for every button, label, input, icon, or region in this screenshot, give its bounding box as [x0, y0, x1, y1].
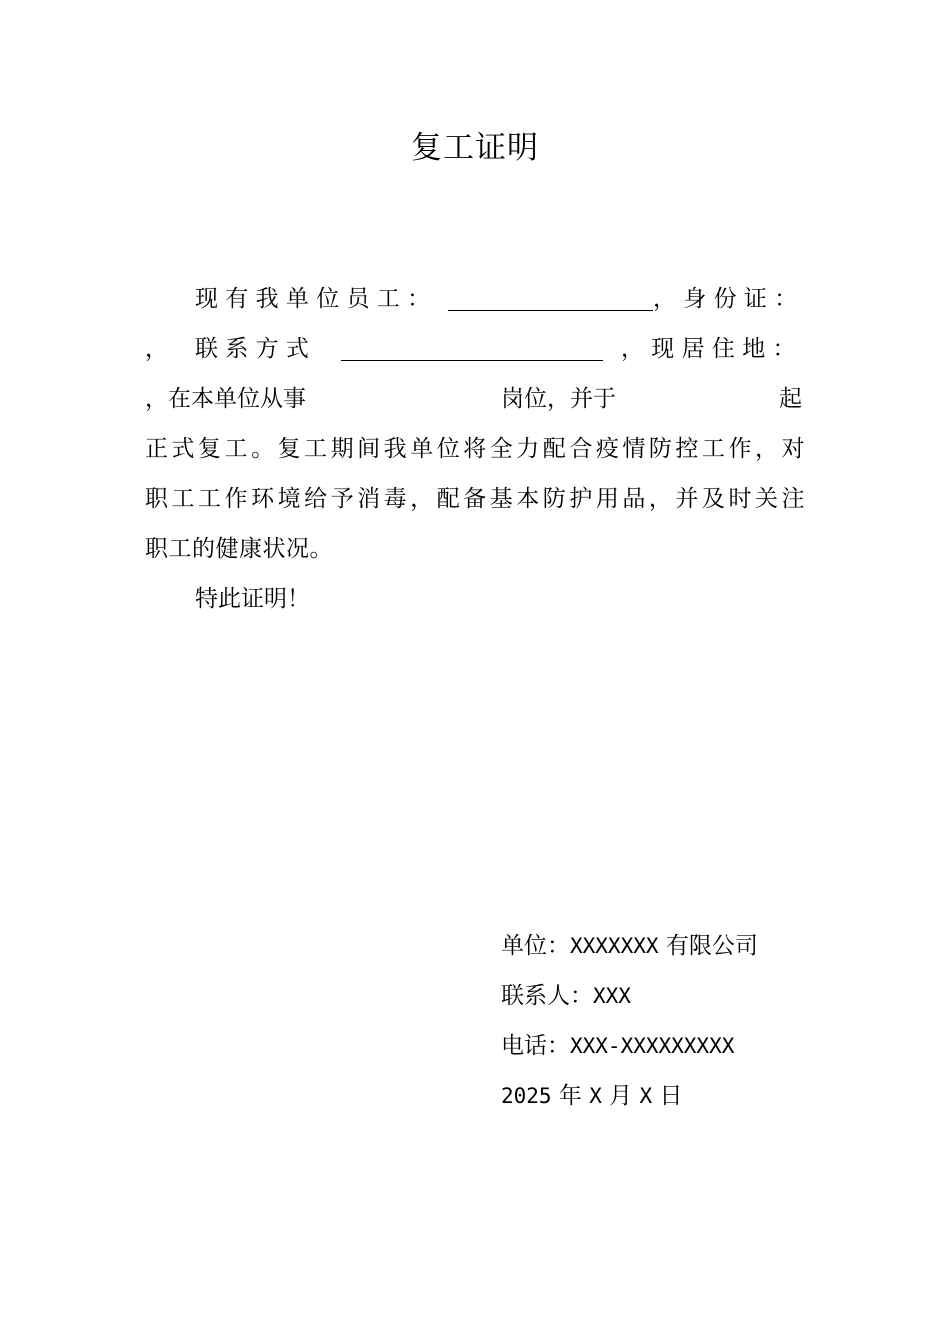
- date-year: 2025: [501, 1084, 552, 1108]
- unit-suffix: 有限公司: [665, 933, 758, 959]
- unit-code: XXXXXXX: [570, 934, 659, 958]
- unit-label: 单位：: [501, 933, 570, 959]
- date-day-value: X: [639, 1084, 653, 1108]
- start-suffix: 起: [779, 386, 802, 412]
- body-line-1: [145, 279, 805, 319]
- body-line-5: 职工工作环境给予消毒，配备基本防护用品，并及时关注: [145, 486, 805, 512]
- contact-method-label: 联 系 方 式: [195, 336, 309, 362]
- date-year-char: 年: [558, 1083, 582, 1109]
- signature-contact: [501, 976, 631, 1016]
- body-line-2: [145, 329, 805, 369]
- body-line-6: 职工的健康状况。: [145, 536, 333, 562]
- residence-label: ， 现 居 住 地 ：: [621, 336, 796, 362]
- date-month-value: X: [589, 1084, 602, 1108]
- signature-phone: [501, 1026, 734, 1066]
- contact-method-blank: [341, 360, 603, 361]
- signature-date: [501, 1076, 682, 1116]
- id-card-label: ， 身 份 证 ：: [653, 286, 798, 312]
- contact-value: XXX: [593, 984, 631, 1008]
- employee-label: 现 有 我 单 位 员 工 ：: [195, 286, 431, 312]
- position-label: ，在本单位从事: [145, 386, 306, 412]
- contact-label: 联系人：: [501, 983, 593, 1009]
- date-month-char: 月: [609, 1083, 633, 1109]
- body-line-3: [145, 379, 805, 419]
- start-date-label: 岗位，并于: [501, 386, 616, 412]
- body-line-4: 正式复工。复工期间我单位将全力配合疫情防控工作，对: [145, 436, 805, 462]
- employee-name-blank: [448, 310, 653, 311]
- phone-label: 电话：: [501, 1033, 570, 1059]
- closing-statement: 特此证明！: [195, 586, 310, 612]
- comma-lead: ，: [145, 336, 168, 362]
- signature-unit: [501, 926, 758, 966]
- phone-value: XXX-XXXXXXXXX: [570, 1034, 735, 1058]
- document-title: 复工证明: [411, 130, 539, 166]
- date-day-char: 日: [659, 1083, 683, 1109]
